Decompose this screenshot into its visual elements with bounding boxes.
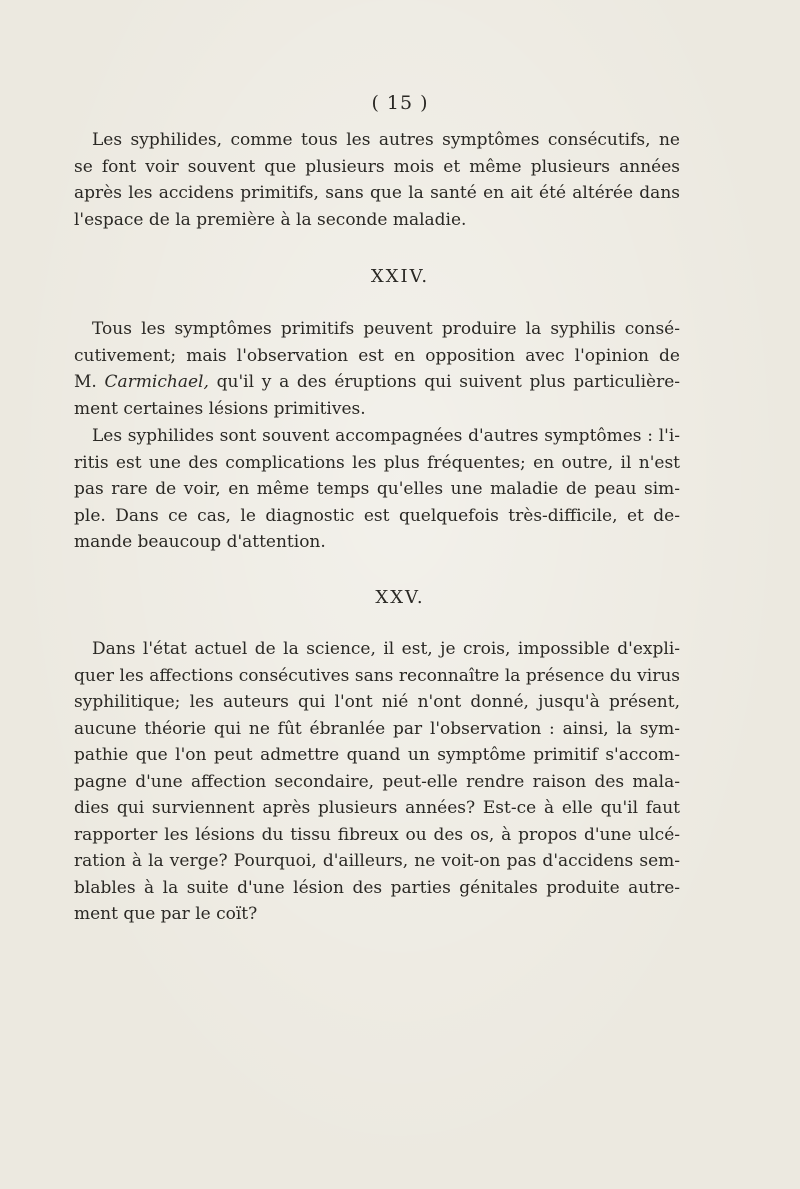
text-line: Dans l'état actuel de la science, il est, je crois, impossible d'expli- xyxy=(92,639,680,659)
text-line: rapporter les lésions du tissu fibreux ou des os, à propos d'une ulcé- xyxy=(74,824,680,845)
text-line-with-name xyxy=(74,369,680,396)
text-line: cutivement; mais l'observation est en opposition avec l'opinion de xyxy=(74,345,680,366)
text-line: ritis est une des complications les plus fréquentes; en outre, il n'est xyxy=(74,452,680,473)
section-xxiv-paragraph-2 xyxy=(74,423,680,556)
section-heading-xxv: XXV. xyxy=(375,587,425,608)
text-line: Les syphilides, comme tous les autres symptômes consécutifs, ne xyxy=(92,130,680,150)
text-line: après les accidens primitifs, sans que la santé en ait été altérée dans xyxy=(74,183,680,203)
text-line: Tous les symptômes primitifs peuvent produire la syphilis consé- xyxy=(92,319,680,339)
text-line: ment que par le coït? xyxy=(74,904,258,924)
text-line: se font voir souvent que plusieurs mois et même plusieurs années xyxy=(74,156,680,177)
text-fragment: qu'il y a des éruptions qui suivent plus particulière- xyxy=(216,372,680,392)
section-xxv-paragraph-1 xyxy=(74,636,680,928)
name-prefix: M. xyxy=(74,372,97,392)
text-line: l'espace de la première à la seconde maladie. xyxy=(74,209,467,230)
page-number: ( 15 ) xyxy=(371,92,429,114)
text-line: pathie que l'on peut admettre quand un symptôme primitif s'accom- xyxy=(74,745,680,765)
text-line: mande beaucoup d'attention. xyxy=(74,532,326,552)
text-line: pas rare de voir, en même temps qu'elles une maladie de peau sim- xyxy=(74,479,680,499)
text-line: Les syphilides sont souvent accompagnées d'autres symptômes : l'i- xyxy=(92,426,680,446)
text-line: syphilitique; les auteurs qui l'ont nié n'ont donné, jusqu'à présent, xyxy=(74,692,680,712)
text-line: blables à la suite d'une lésion des parties génitales produite autre- xyxy=(74,877,680,898)
section-xxiv-paragraph-1 xyxy=(74,316,680,422)
text-line: ration à la verge? Pourquoi, d'ailleurs, ne voit-on pas d'accidens sem- xyxy=(74,851,680,871)
text-line: ment certaines lésions primitives. xyxy=(74,398,366,419)
section-heading-xxiv: XXIV. xyxy=(370,266,430,287)
intro-paragraph xyxy=(74,127,680,233)
text-line: aucune théorie qui ne fût ébranlée par l'observation : ainsi, la sym- xyxy=(74,718,680,739)
author-name: Carmichael, xyxy=(104,372,209,392)
text-line: dies qui surviennent après plusieurs années? Est-ce à elle qu'il faut xyxy=(74,798,680,818)
text-line: pagne d'une affection secondaire, peut-elle rendre raison des mala- xyxy=(74,771,680,792)
text-line: quer les affections consécutives sans reconnaître la présence du virus xyxy=(74,665,680,686)
text-line: ple. Dans ce cas, le diagnostic est quelquefois très-difficile, et de- xyxy=(74,505,680,526)
